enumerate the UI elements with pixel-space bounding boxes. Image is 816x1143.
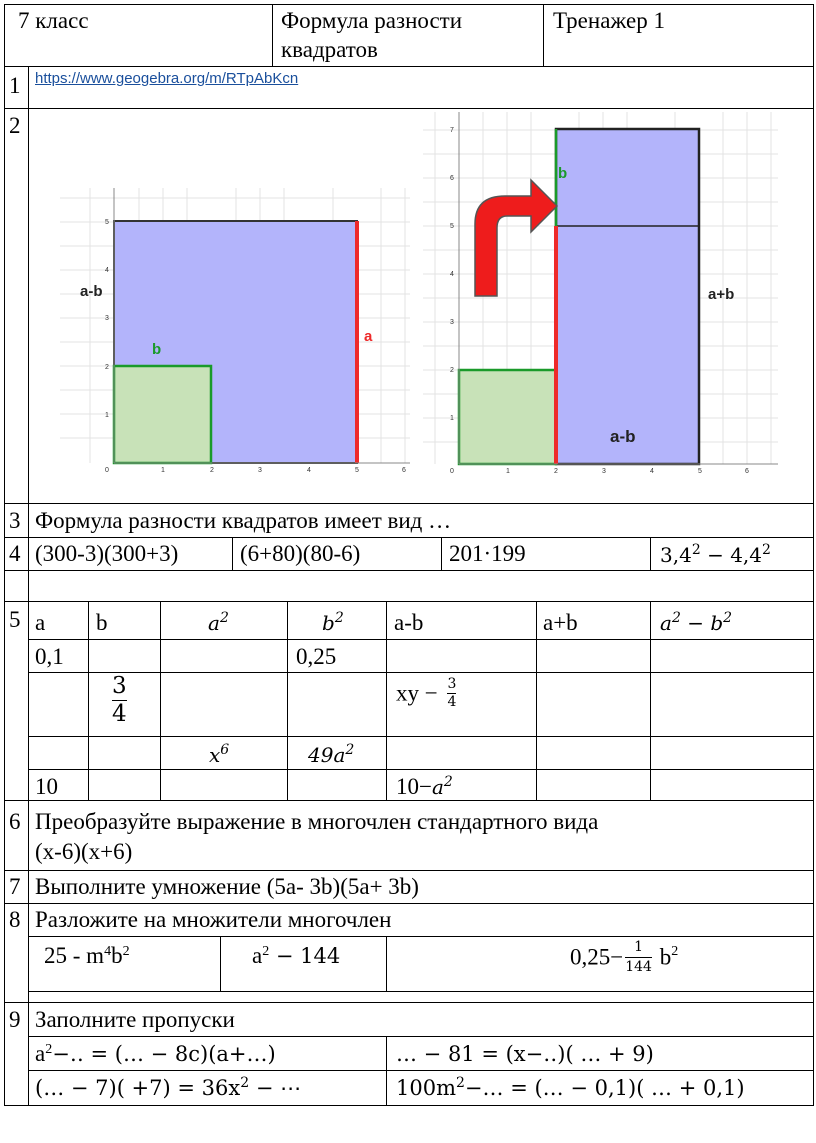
x-tick: 2 <box>210 467 214 474</box>
task8-expr-3: 0,25− $\frac{1}{144}$ $b^2$ <box>570 939 679 975</box>
task6-line2: (x-6)(x+6) <box>35 839 133 864</box>
label-a-plus-b: a+b <box>708 286 735 303</box>
cell-r3-a2: $x^6$ <box>209 742 230 767</box>
y-tick: 6 <box>450 175 454 182</box>
row-number: 6 <box>9 809 21 834</box>
y-tick: 3 <box>105 315 109 322</box>
b-square <box>114 366 211 463</box>
y-tick: 2 <box>105 364 109 371</box>
col-header-a-squared: $a^2$ <box>208 610 229 635</box>
row-number: 3 <box>9 508 21 533</box>
y-tick: 5 <box>450 223 454 230</box>
x-tick: 2 <box>554 468 558 475</box>
task8-title: Разложите на множители многочлен <box>35 907 392 932</box>
cell-r4-amb: $10-a^2$ <box>396 774 453 799</box>
x-tick: 4 <box>650 468 654 475</box>
col-header-a: a <box>35 610 46 635</box>
task9-title: Заполните пропуски <box>35 1007 235 1032</box>
label-a-minus-b: a-b <box>610 427 636 446</box>
row-number: 2 <box>9 113 21 138</box>
y-tick: 3 <box>450 319 454 326</box>
col-header-b: b <box>96 610 108 635</box>
col-header-diff-squares: $a^2 - b^2$ <box>660 610 733 635</box>
label-b: b <box>558 165 568 182</box>
y-tick: 1 <box>105 412 109 419</box>
row-number: 5 <box>9 607 21 632</box>
row-number: 9 <box>9 1007 21 1032</box>
task3-text: Формула разности квадратов имеет вид … <box>35 508 452 533</box>
grade-label: 7 класс <box>18 8 89 33</box>
task8-expr-2: $a^2 - 144$ <box>252 943 341 968</box>
col-header-a-minus-b: a-b <box>394 610 424 635</box>
moved-rectangle <box>556 129 699 464</box>
x-tick: 5 <box>355 467 359 474</box>
cell-r3-b2: $49a^2$ <box>308 742 355 767</box>
x-tick: 0 <box>105 467 109 474</box>
cell-r4-a: 10 <box>35 774 58 799</box>
cell-r2-b: $\frac{3}{4}$ <box>112 673 127 727</box>
col-header-a-plus-b: a+b <box>543 610 578 635</box>
row-number: 4 <box>9 541 21 566</box>
y-tick: 4 <box>450 271 454 278</box>
x-tick: 4 <box>307 467 311 474</box>
x-tick: 1 <box>506 468 510 475</box>
y-tick: 1 <box>450 415 454 422</box>
trainer-label: Тренажер 1 <box>553 8 665 33</box>
topic-title-line2: квадратов <box>281 37 378 62</box>
task9-cell-4: $100m^2-\dots$ = (… − 0,1)( … + 0,1) <box>396 1075 745 1100</box>
y-tick: 5 <box>105 219 109 226</box>
label-b: b <box>152 341 162 358</box>
x-tick: 0 <box>450 468 454 475</box>
x-tick: 6 <box>745 468 749 475</box>
x-tick: 6 <box>402 467 406 474</box>
task4-item-3: 201·199 <box>449 541 526 566</box>
task4-item-2: (6+80)(80-6) <box>240 541 361 566</box>
x-tick: 5 <box>698 468 702 475</box>
task9-cell-2: … − 81 = (x−‥)( … + 9) <box>396 1042 654 1066</box>
x-tick: 3 <box>602 468 606 475</box>
col-header-b-squared: $b^2$ <box>322 610 344 635</box>
right-diagram <box>423 112 778 480</box>
task7-text: Выполните умножение (5a- 3b)(5a+ 3b) <box>35 874 419 899</box>
cell-r1-b2: 0,25 <box>296 644 337 669</box>
y-tick: 7 <box>450 127 454 134</box>
task4-item-4: $3,4^2 - 4,4^2$ <box>660 542 771 567</box>
y-tick: 4 <box>105 267 109 274</box>
row-number: 7 <box>9 874 21 899</box>
label-a: a <box>364 328 373 345</box>
label-a-minus-b: a-b <box>80 283 103 300</box>
topic-title-line1: Формула разности <box>281 8 463 33</box>
x-tick: 1 <box>161 467 165 474</box>
cell-r2-amb: xy − $\frac{3}{4}$ <box>396 676 457 710</box>
row-number: 1 <box>9 73 21 98</box>
x-tick: 3 <box>258 467 262 474</box>
left-diagram <box>60 188 410 478</box>
b-square <box>459 370 556 464</box>
cell-r1-a: 0,1 <box>35 644 64 669</box>
task9-cell-3: (… − $7)( +7) = 36x^2$ − ⋯ <box>35 1075 302 1100</box>
task9-cell-1: $a^2-‥$ = (… − 8c)(a+…) <box>35 1041 276 1066</box>
move-arrow-icon <box>475 180 557 296</box>
task6-line1: Преобразуйте выражение в многочлен стандартного вида <box>35 809 599 834</box>
task8-expr-1: $25 - m^4b^2$ <box>44 943 130 968</box>
y-tick: 2 <box>450 367 454 374</box>
row-number: 8 <box>9 907 21 932</box>
geogebra-link[interactable]: https://www.geogebra.org/m/RTpAbKcn <box>35 70 299 87</box>
task4-item-1: (300-3)(300+3) <box>35 541 179 566</box>
